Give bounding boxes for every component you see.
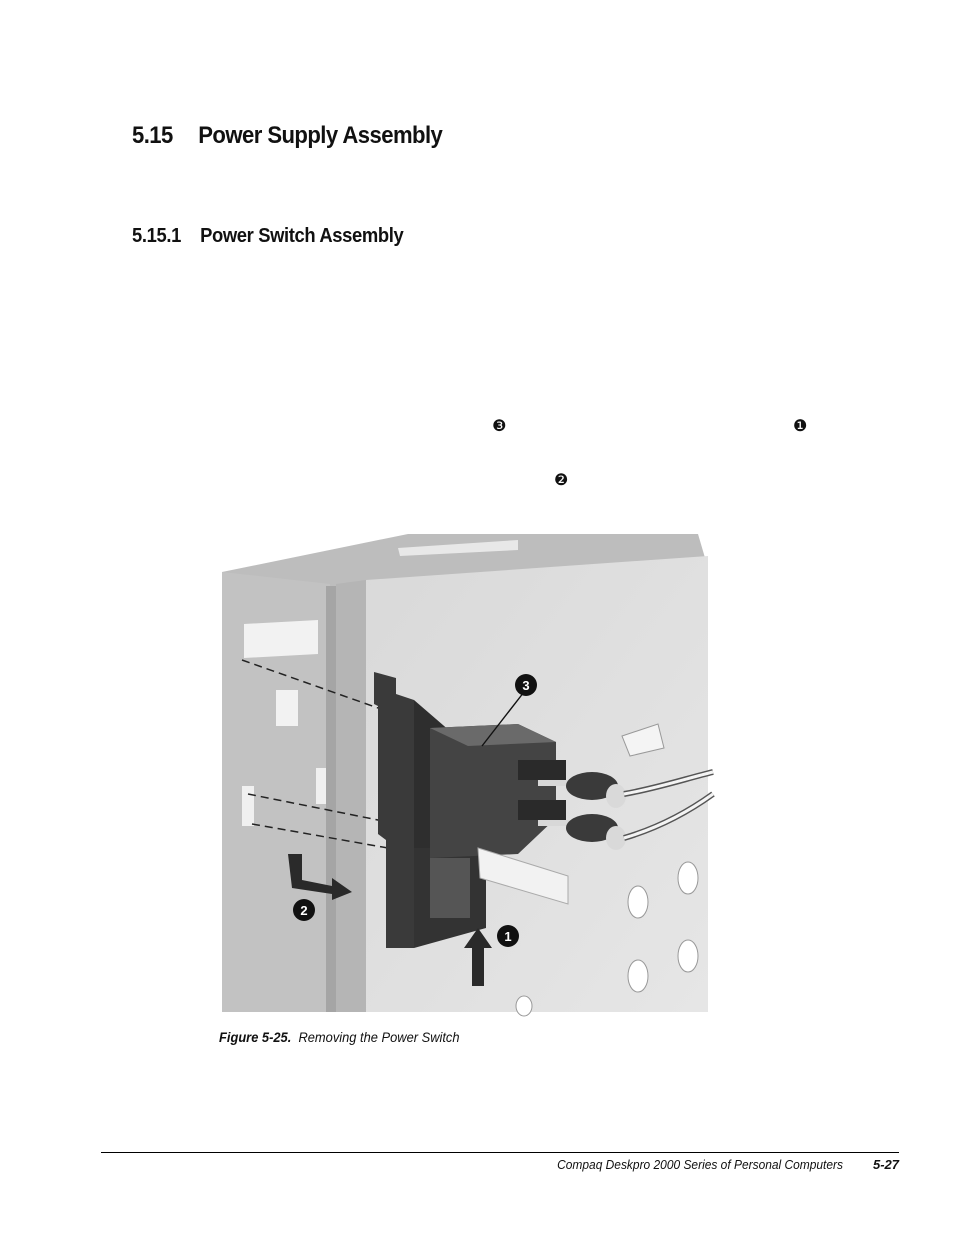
inner-wall-flange <box>336 580 366 1012</box>
body-callout-2: ❷ <box>554 470 569 489</box>
body-callout-1: ❶ <box>793 416 808 435</box>
caption-label: Figure 5-25. <box>219 1029 292 1045</box>
subsection-number: 5.15.1 <box>132 225 181 247</box>
figure-callout-1-label: 1 <box>504 929 512 944</box>
figure-power-switch-removal <box>218 528 718 1020</box>
panel-cutout-top <box>244 620 318 658</box>
panel-slot-left <box>242 786 254 826</box>
caption-text: Removing the Power Switch <box>298 1029 460 1045</box>
footer-rule <box>101 1152 899 1153</box>
section-heading <box>132 122 442 150</box>
footer-title: Compaq Deskpro 2000 Series of Personal Computers <box>557 1157 843 1172</box>
panel-slot-right <box>316 768 326 804</box>
front-panel-edge <box>326 586 336 1012</box>
subsection-title: Power Switch Assembly <box>200 225 404 247</box>
figure-callout-3-label: 3 <box>522 678 530 693</box>
section-number: 5.15 <box>132 122 173 149</box>
bracket-opening <box>430 858 470 918</box>
subsection-heading <box>132 225 403 248</box>
page-number: 5-27 <box>872 1157 899 1172</box>
panel-cutout-mid <box>276 690 298 726</box>
figure-callout-2-label: 2 <box>300 903 308 918</box>
section-title: Power Supply Assembly <box>198 122 443 149</box>
body-callout-3: ❸ <box>492 416 507 435</box>
figure-caption <box>219 1029 460 1045</box>
